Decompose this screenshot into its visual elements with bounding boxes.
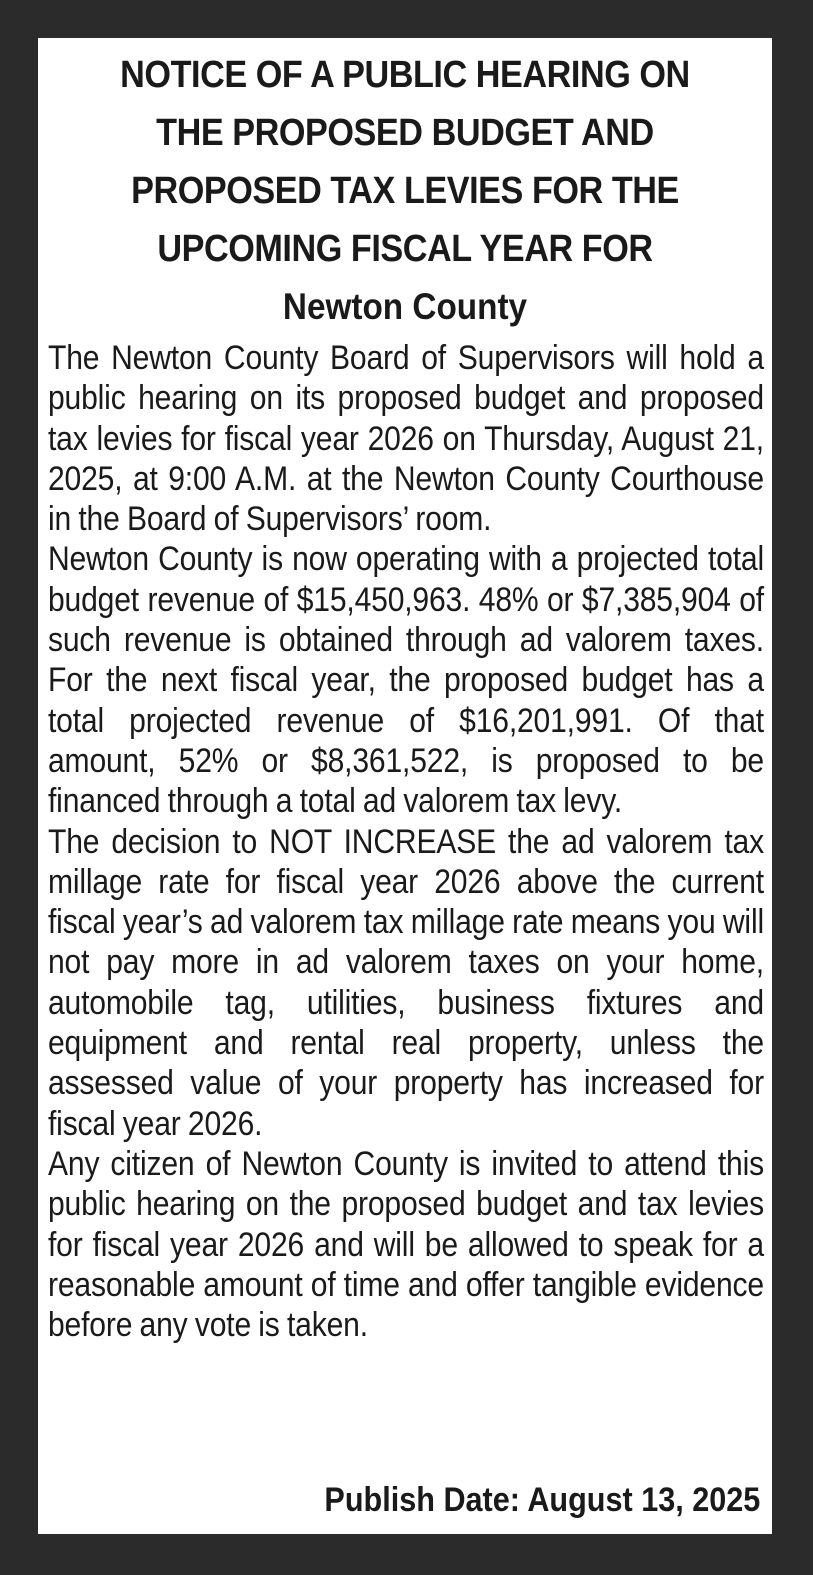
title-line-4: UPCOMING FISCAL YEAR FOR — [157, 228, 653, 270]
notice-body — [48, 338, 764, 1345]
paragraph-millage: The decision to NOT INCREASE the ad valorem tax millage rate for fiscal year 2026 above the current fiscal year’s ad valorem tax millage rate means you will not pay more in ad valorem taxes on your home, automobile tag, utilities, business fixtures and equipment and rental real property, unless the assessed value of your property has increased for fiscal year 2026. — [48, 822, 764, 1143]
public-notice — [38, 38, 772, 1534]
title-line-3: PROPOSED TAX LEVIES FOR THE — [131, 170, 679, 212]
notice-header — [48, 46, 762, 336]
paragraph-revenue: Newton County is now operating with a projected total budget revenue of $15,450,963. 48% or $7,385,904 of such revenue is obtained through ad valorem taxes. For the next fiscal year, the proposed budget has a total projected revenue of $16,201,991. Of that amount, 52% or $8,361,522, is proposed to be financed through a total ad valorem tax levy. — [48, 540, 764, 821]
entity-name: Newton County — [282, 286, 528, 327]
publish-date: Publish Date: August 13, 2025 — [324, 1481, 760, 1519]
paragraph-hearing: The Newton County Board of Supervisors will hold a public hearing on its proposed budget and proposed tax levies for fiscal year 2026 on Thursday, August 21, 2025, at 9:00 A.M. at the Newton County Courthouse in the Board of Supervisors’ room. — [48, 339, 764, 539]
title-line-1: NOTICE OF A PUBLIC HEARING ON — [120, 54, 690, 96]
paragraph-invitation: Any citizen of Newton County is invited to attend this public hearing on the proposed budget and tax levies for fiscal year 2026 and will be allowed to speak for a reasonable amount of time and offer tangible evidence before any vote is taken. — [48, 1144, 764, 1345]
title-line-2: THE PROPOSED BUDGET AND — [156, 112, 654, 154]
